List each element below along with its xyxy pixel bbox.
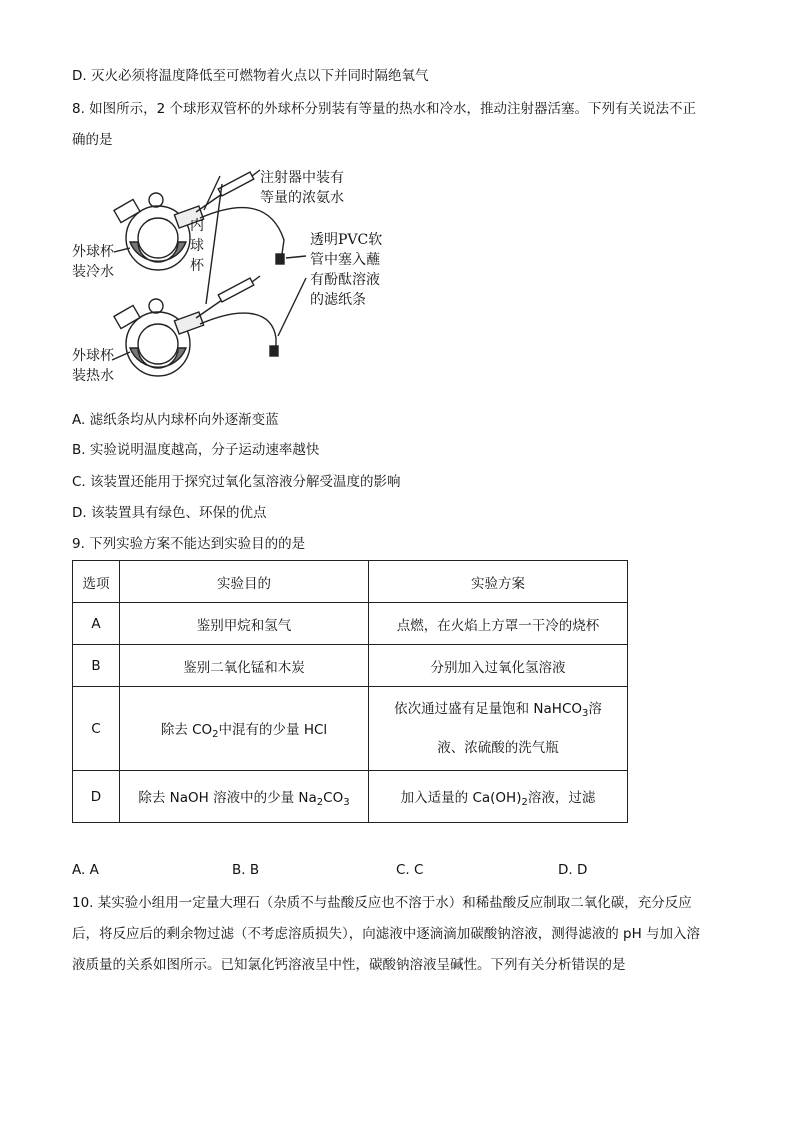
q9-option-d: D. D <box>558 862 588 878</box>
outer-hot-label-line1: 外球杯 <box>72 348 114 364</box>
table-row <box>73 687 628 771</box>
syringe-label-line1: 注射器中装有 <box>260 170 344 186</box>
syringe-label-line2: 等量的浓氨水 <box>260 190 344 206</box>
row-a-option: A <box>73 603 120 645</box>
outer-cold-label-line1: 外球杯 <box>72 244 114 260</box>
q8-option-b: B. 实验说明温度越高，分子运动速率越快 <box>72 442 320 458</box>
row-a-plan: 点燃，在火焰上方罩一干冷的烧杯 <box>369 603 628 645</box>
table-row <box>73 771 628 823</box>
q8-option-c: C. 该装置还能用于探究过氧化氢溶液分解受温度的影响 <box>72 474 401 490</box>
outer-hot-label-line2: 装热水 <box>72 368 114 384</box>
inner-cup-label-2: 球 <box>190 238 204 254</box>
table-row <box>73 603 628 645</box>
header-option: 选项 <box>73 561 120 603</box>
q9-option-a: A. A <box>72 862 99 878</box>
row-c-purpose: 除去 $CO_2$中混有的少量 HCl <box>120 687 369 771</box>
table-header-row <box>73 561 628 603</box>
outer-cold-label-line2: 装冷水 <box>72 264 114 280</box>
header-purpose: 实验目的 <box>120 561 369 603</box>
row-c-option: C <box>73 687 120 771</box>
row-c-plan: 依次通过盛有足量饱和 NaHCO$_3$溶 液、浓硫酸的洗气瓶 <box>369 687 628 771</box>
pvc-label-line1: 透明PVC软 <box>310 232 383 248</box>
q9-answer-options <box>72 862 732 882</box>
q8-stem-line2: 确的是 <box>72 132 113 148</box>
q9-stem: 9. 下列实验方案不能达到实验目的的是 <box>72 536 306 552</box>
row-d-option: D <box>73 771 120 823</box>
row-d-purpose: 除去 NaOH 溶液中的少量 $Na_2CO_3$ <box>120 771 369 823</box>
table-row <box>73 645 628 687</box>
q9-experiment-table <box>72 560 628 823</box>
row-d-plan: 加入适量的 $Ca(OH)_2$溶液，过滤 <box>369 771 628 823</box>
q9-option-c: C. C <box>396 862 424 878</box>
q10-stem-line3: 液质量的关系如图所示。已知氯化钙溶液呈中性，碳酸钠溶液呈碱性。下列有关分析错误的是 <box>72 957 626 973</box>
row-b-purpose: 鉴别二氧化锰和木炭 <box>120 645 369 687</box>
row-b-plan: 分别加入过氧化氢溶液 <box>369 645 628 687</box>
q10-stem-line2: 后，将反应后的剩余物过滤（不考虑溶质损失），向滤液中逐滴滴加碳酸钠溶液，测得滤液的 pH 与加入溶 <box>72 926 701 942</box>
inner-cup-label-1: 内 <box>190 218 204 234</box>
q8-option-a: A. 滤纸条均从内球杯向外逐渐变蓝 <box>72 412 279 428</box>
q8-stem-line1: 8. 如图所示，2 个球形双管杯的外球杯分别装有等量的热水和冷水，推动注射器活塞。下列有关说法不正 <box>72 101 697 117</box>
q8-figure <box>72 160 392 390</box>
previous-option-d: D. 灭火必须将温度降低至可燃物着火点以下并同时隔绝氧气 <box>72 68 429 84</box>
row-b-option: B <box>73 645 120 687</box>
pvc-label-line2: 管中塞入蘸 <box>310 252 380 268</box>
row-a-purpose: 鉴别甲烷和氢气 <box>120 603 369 645</box>
q8-option-d: D. 该装置具有绿色、环保的优点 <box>72 505 267 521</box>
q10-stem-line1: 10. 某实验小组用一定量大理石（杂质不与盐酸反应也不溶于水）和稀盐酸反应制取二氧化碳，充分反应 <box>72 895 692 911</box>
header-plan: 实验方案 <box>369 561 628 603</box>
pvc-label-line4: 的滤纸条 <box>310 292 366 308</box>
inner-cup-label-3: 杯 <box>190 258 204 274</box>
pvc-label-line3: 有酚酞溶液 <box>310 272 380 288</box>
q9-option-b: B. B <box>232 862 260 878</box>
